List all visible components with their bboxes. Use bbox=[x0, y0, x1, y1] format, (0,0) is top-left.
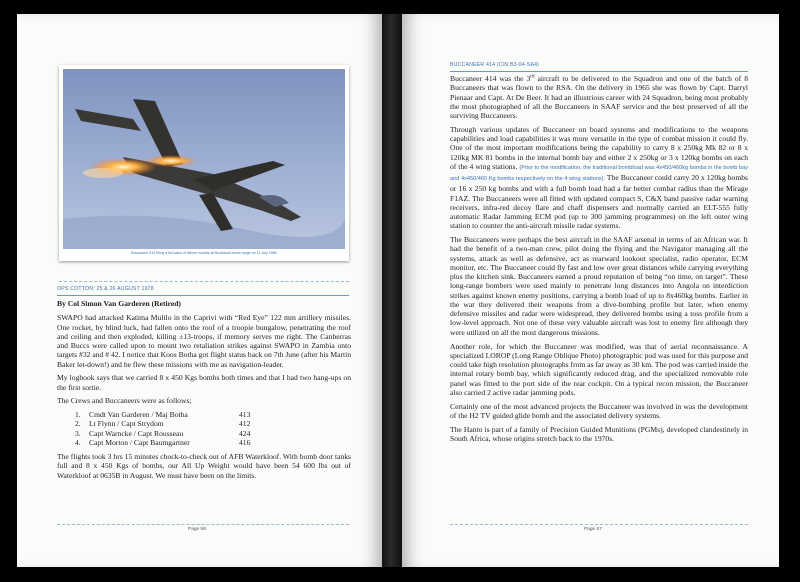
paragraph: The Crews and Buccaneers were as follows; bbox=[57, 396, 192, 406]
buccaneer-photo bbox=[63, 69, 345, 249]
superscript: rd bbox=[530, 74, 535, 80]
section-header: OPS COTTON: 25 & 26 AUGUST 1978 bbox=[57, 286, 154, 292]
paragraph bbox=[450, 125, 748, 231]
photo-frame bbox=[59, 65, 349, 261]
aircraft-rocket-image bbox=[63, 69, 345, 249]
paragraph: My logbook says that we carried 8 x 450 Kgs bombs both times and that I had two hang-ups on the first sortie. bbox=[57, 373, 351, 392]
book-spine bbox=[382, 14, 402, 567]
table-row bbox=[75, 438, 250, 447]
right-body-text bbox=[450, 74, 748, 448]
paragraph: Another role, for which the Buccaneer was modified, was that of aerial reconnaissance. A specialized LOROP (Long Range Oblique Photo) photographic pod was used for this purpose and could take high resolution photographs from as far away as 30 km. The pod was carried inside the internal rotary bomb bay, which significantly reduced drag, and the specialized removable role panel was fitted to the port side of the rear cockpit. On a typical recon mission, the Buccaneer also carried 2 active radar jamming pods. bbox=[450, 341, 748, 397]
inline-note: (Prior to the modification, the traditional bombload was 4x450/460kg bombs in the bomb bay and 4x450/460 Kg bombs respectively on the 4 wing stations). bbox=[450, 164, 748, 183]
left-body-text bbox=[57, 299, 351, 484]
divider bbox=[59, 281, 349, 282]
paragraph: The Hanto is part of a family of Precision Guided Munitions (PGMs), developed clandestinely in South Africa, whose origins stretch back to the 1970s. bbox=[450, 424, 748, 443]
crew-names: Cmdt Van Garderen / Maj Botha bbox=[89, 410, 188, 420]
table-row bbox=[75, 429, 250, 438]
crew-number: 1. bbox=[75, 410, 81, 420]
section-rule bbox=[57, 295, 349, 296]
crew-names: Capt Warncke / Capt Rousseau bbox=[89, 428, 184, 438]
crew-number: 2. bbox=[75, 419, 81, 429]
paragraph: The Buccaneers were perhaps the best aircraft in the SAAF arsenal in terms of an African war. It had the benefit of a two-man crew, pilot doing the flying and the Navigator managing all the systems, attack as well as defensive, act as rearward lookout specialist, radio operator, ECM monitor, etc. The Buccaneer could fly fast and low over great distances while carrying everything plus the kitchen sink. Buccaneers earned a proud reputation of being “on time, on target”. These long-range bombers were used mainly to penetrate long distances into Angola on interdiction strikes against known enemy positions, carrying a bomb load of up to 8x460kg bombs. Earlier in the war they delivered their weapons from a dive-bombing profile but later, when enemy defensive missiles and radar were widespread, they delivered bombs using a toss profile from a low-level approach. Not one of these very valuable aircraft was lost to enemy fire although they were utilized on all the most dangerous missions. bbox=[450, 235, 748, 337]
crew-names: Lt Flynn / Capt Strydom bbox=[89, 419, 164, 429]
crew-number: 3. bbox=[75, 428, 81, 438]
table-row bbox=[75, 419, 250, 428]
crew-names: Capt Morton / Capt Baumgartner bbox=[89, 437, 190, 447]
paragraph: SWAPO had attacked Katima Mulilo in the Caprivi with “Red Eye” 122 mm artillery missiles. One rocket, by blind luck, had fallen onto the roof of a troopie bungalow, penetrating the roof and ceiling and then exploded, killing ±13-troops, if memory serves me right. The Canberras and Buccs were called upon to mount two retaliation strikes against SWAPO in Zambia onto targets #32 and # 42. I notice that Koos Botha got flight status back on 7th June (after his Martin Baker let-down!) and he flew these missions with me as navigation-leader. bbox=[57, 313, 351, 369]
text-run: Through various updates of Buccaneer on board systems and modifications to the weapons capabilities and load capabilities it was more versatile in the type of combat mission it could fly. One of the most important modifications being the capability to carry 8 x 250kg Mk 82 or 8 x 120kg MK 81 bombs in the internal bomb bay and either 2 x 250kg or 3 x 120kg bombs on each of the 4 wing stations. bbox=[450, 124, 748, 171]
author-line: By Col Simon Van Garderen (Retired) bbox=[57, 299, 181, 308]
crew-aircraft: 424 bbox=[239, 428, 251, 438]
crew-number: 4. bbox=[75, 437, 81, 447]
paragraph: Certainly one of the most advanced projects the Buccaneer was involved in was the development of the H2 TV guided glide bomb and the associated delivery systems. bbox=[450, 401, 748, 420]
page-number: Page 56 bbox=[188, 527, 206, 532]
footer-rule bbox=[450, 524, 748, 525]
footer-rule bbox=[57, 524, 349, 525]
paragraph: The flights took 3 hrs 15 minutes chock-to-check out of AFB Waterkloof. With bomb door tanks full and 8 x 450 Kgs of bombs, our All Up Weight would have been 54 600 lbs out of Waterkloof at 0635B in August. We must have been on the limits. bbox=[57, 452, 351, 480]
text-run: aircraft to be delivered to the Squadron and one of the batch of 8 Buccaneers that was flown to the RSA. On the delivery in 1965 she was flown by Capt. Darryl Pienaar and Capt. At De Beer. It had an illustrious career with 24 Squadron, being most probably the most photographed of all the Buccaneers in SAAF service and the best preserved of all the surviving Buccaneers. bbox=[450, 74, 748, 120]
page-number: Page 57 bbox=[584, 527, 602, 532]
photo-caption: Buccaneer 414 firing a full salvo of 68mm rockets at Roodewal bomb range on 11 July 1980 bbox=[131, 251, 277, 255]
text-run: Buccaneer 414 was the 3 bbox=[450, 74, 531, 83]
table-row bbox=[75, 410, 250, 419]
crew-table bbox=[75, 410, 250, 447]
text-run: The Buccaneer could carry 20 x 120kg bombs or 16 x 250 kg bombs and with a full bomb load had a far better combat radius than the Mirage F1AZ. The Buccaneers were all fitted with updated compact S, C&X band passive radar warning receivers, infra-red decoy flare and chaff dispensers and normally carried an ELT-555 fully automatic Radar Jamming ECM pod (up to 300 jamming programmes) on the left outer wing station to counter the anti-aircraft missile radar systems. bbox=[450, 173, 749, 231]
paragraph bbox=[450, 74, 748, 120]
section-rule bbox=[450, 71, 748, 72]
left-page bbox=[17, 14, 382, 567]
right-page bbox=[402, 14, 779, 567]
section-header: BUCCANEER 414 (C/N B3-04-SA4) bbox=[450, 62, 540, 68]
crew-aircraft: 412 bbox=[239, 419, 251, 429]
crew-aircraft: 416 bbox=[239, 437, 251, 447]
crew-aircraft: 413 bbox=[239, 410, 251, 420]
